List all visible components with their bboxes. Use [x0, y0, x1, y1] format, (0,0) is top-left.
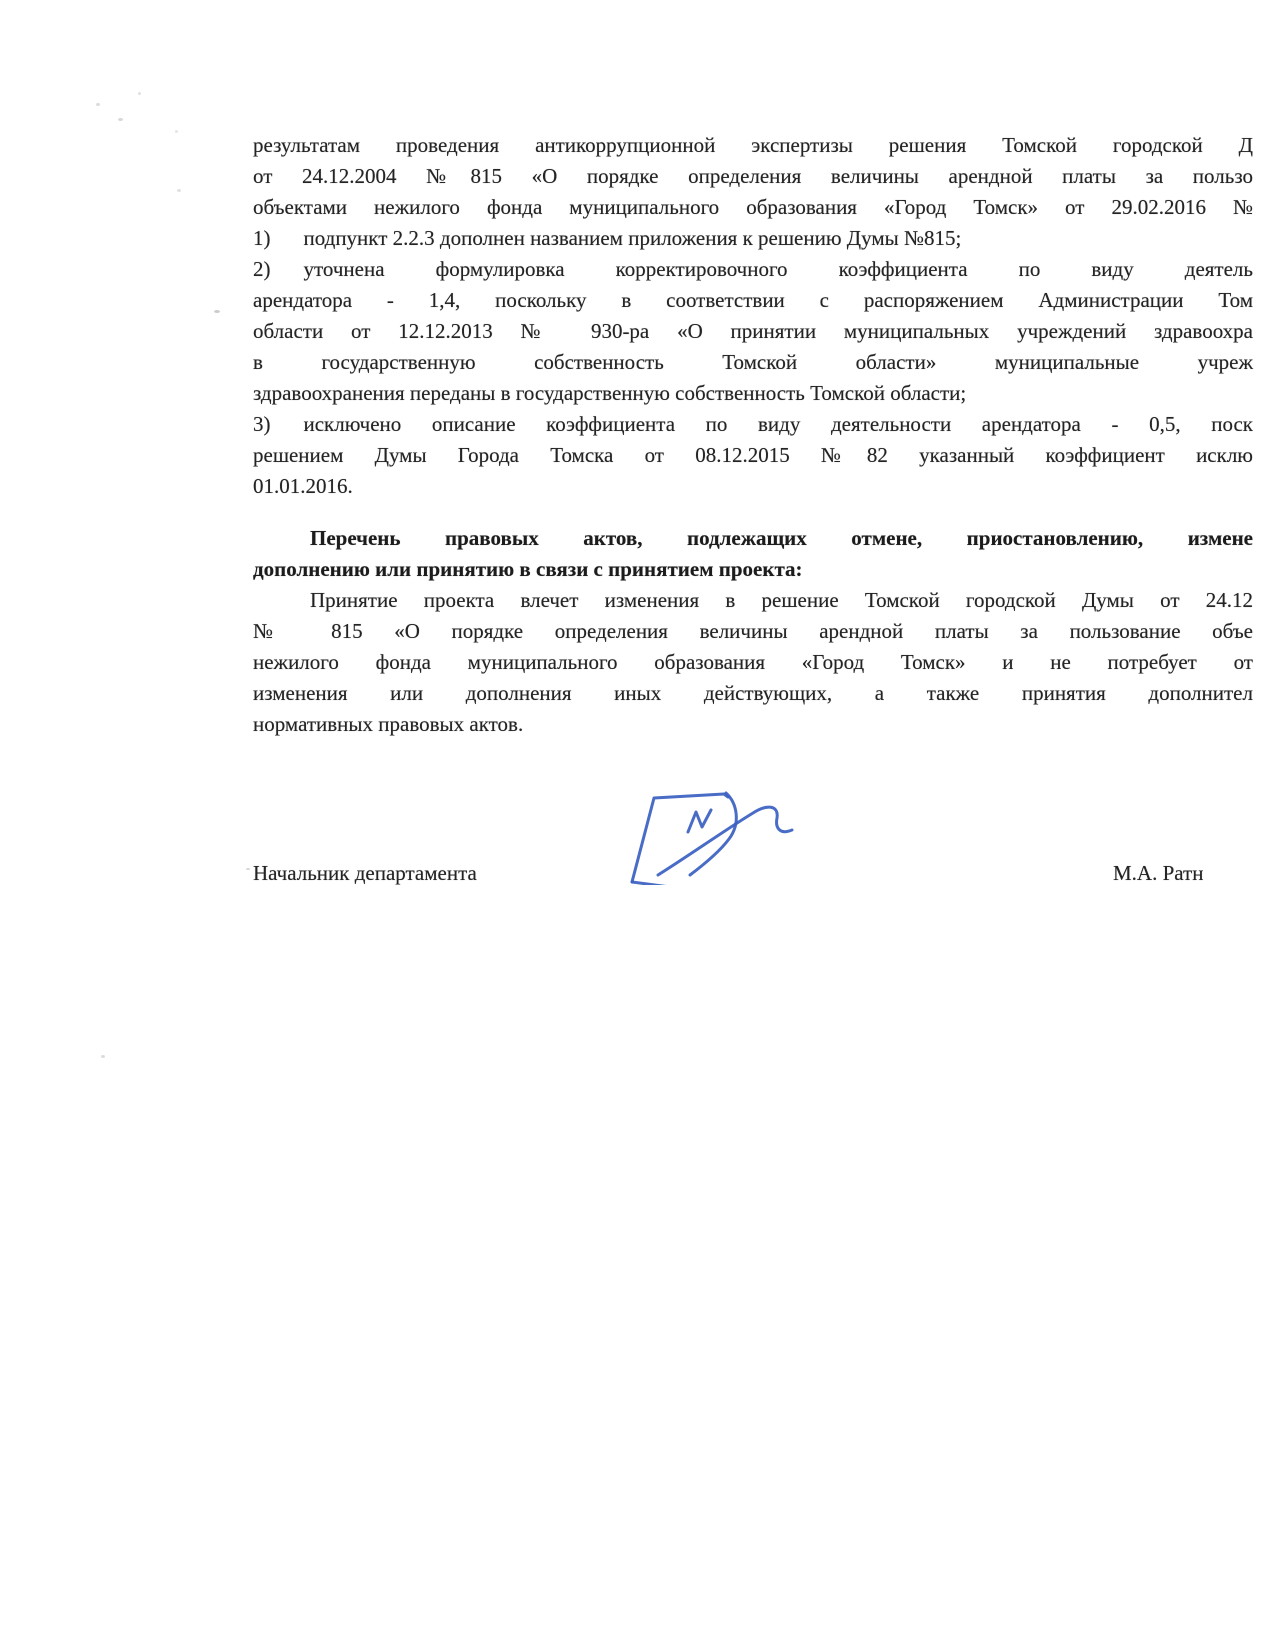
document-line: [253, 471, 1253, 502]
line-text: 01.01.2016.: [253, 474, 353, 498]
scan-speck: [101, 1055, 105, 1058]
line-text: Перечень правовых актов, подлежащих отмене, приостановлению, измене: [310, 526, 1253, 550]
scan-speck: [175, 130, 178, 133]
list-marker: 2): [253, 257, 271, 281]
paragraph-gap: [253, 502, 1253, 523]
line-text: объектами нежилого фонда муниципального образования «Город Томск» от 29.02.2016 №: [253, 195, 1253, 219]
line-text: нормативных правовых актов.: [253, 712, 524, 736]
document-line: [253, 285, 1253, 316]
document-line: [253, 616, 1253, 647]
document-line: [253, 647, 1253, 678]
document-line: [253, 347, 1253, 378]
line-text: № 815 «О порядке определения величины арендной платы за пользование объе: [253, 619, 1253, 643]
document-line: [253, 585, 1253, 616]
scan-speck: [214, 310, 220, 313]
scan-speck: [96, 103, 100, 106]
scan-speck: [177, 189, 181, 192]
signatory-title: Начальник департамента: [253, 861, 477, 885]
line-text: изменения или дополнения иных действующих, а также принятия дополнител: [253, 681, 1253, 705]
line-text: области от 12.12.2013 № 930-ра «О принятии муниципальных учреждений здравоохра: [253, 319, 1253, 343]
scan-speck: [246, 868, 250, 870]
document-line: [253, 316, 1253, 347]
line-text: исключено описание коэффициента по виду деятельности арендатора - 0,5, поск: [303, 412, 1253, 436]
line-text: арендатора - 1,4, поскольку в соответствии с распоряжением Администрации Том: [253, 288, 1253, 312]
document-line: [253, 161, 1253, 192]
document-list-item: [253, 254, 1253, 285]
scan-speck: [138, 92, 141, 95]
line-text: Принятие проекта влечет изменения в решение Томской городской Думы от 24.12: [310, 588, 1253, 612]
document-list-item: [253, 223, 1253, 254]
line-text: нежилого фонда муниципального образования «Город Томск» и не потребует от: [253, 650, 1253, 674]
document-text-block: [253, 130, 1253, 740]
line-text: в государственную собственность Томской области» муниципальные учреж: [253, 350, 1253, 374]
document-line: [253, 440, 1253, 471]
signatory-name: М.А. Ратн: [1113, 861, 1204, 885]
document-line: [253, 378, 1253, 409]
line-text: дополнению или принятию в связи с принятием проекта:: [253, 557, 803, 581]
document-list-item: [253, 409, 1253, 440]
document-line: [253, 192, 1253, 223]
line-text: от 24.12.2004 №815 «О порядке определения величины арендной платы за пользо: [253, 164, 1253, 188]
line-text: здравоохранения переданы в государственную собственность Томской области;: [253, 381, 967, 405]
list-marker: 3): [253, 412, 271, 436]
list-marker: 1): [253, 226, 271, 250]
line-text: подпункт 2.2.3 дополнен названием приложения к решению Думы №815;: [303, 226, 962, 250]
handwritten-signature-icon: [620, 785, 800, 885]
document-line: [253, 709, 1253, 740]
line-text: уточнена формулировка корректировочного коэффициента по виду деятель: [303, 257, 1253, 281]
line-text: решением Думы Города Томска от 08.12.2015 №82 указанный коэффициент исклю: [253, 443, 1253, 467]
line-text: результатам проведения антикоррупционной экспертизы решения Томской городской Д: [253, 133, 1253, 157]
document-line: [253, 678, 1253, 709]
section-heading-line: [253, 523, 1253, 554]
section-heading-line: [253, 554, 1253, 585]
scan-speck: [118, 118, 123, 121]
document-line: [253, 130, 1253, 161]
